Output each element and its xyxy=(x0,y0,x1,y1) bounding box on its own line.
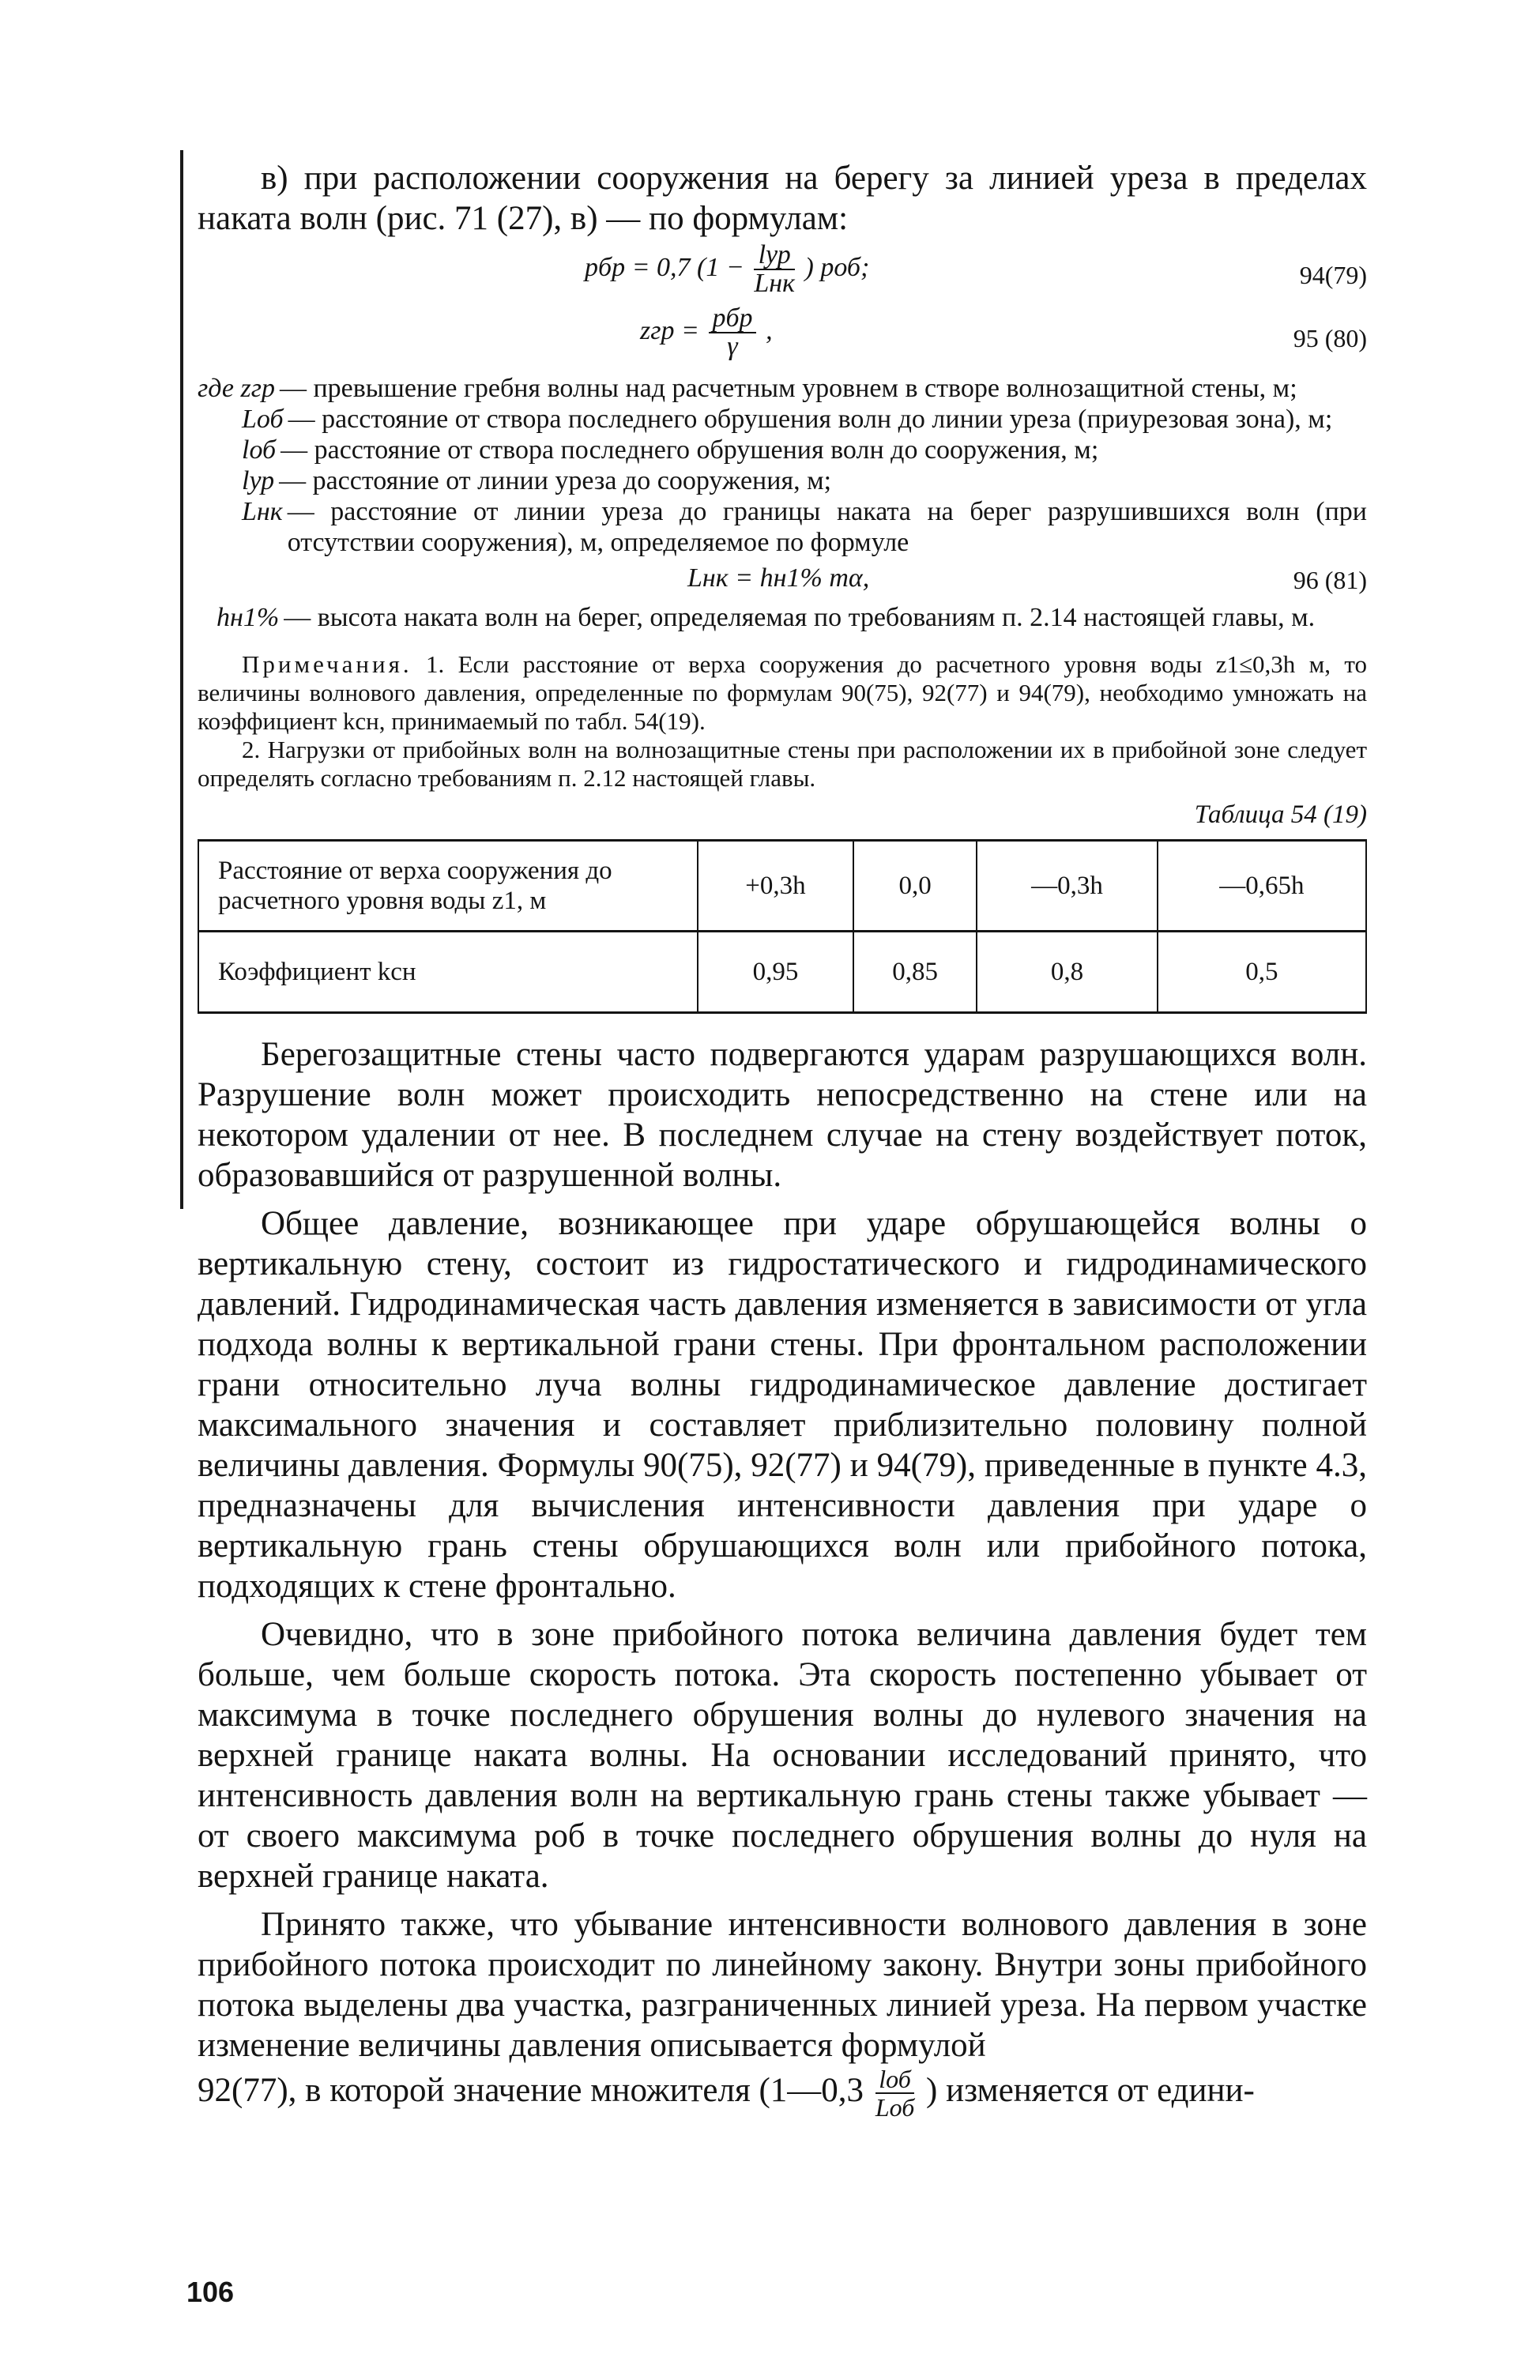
intro-paragraph: в) при расположении сооружения на берегу за линией уреза в пределах наката волн (рис. 71 (27), в) — по формулам: xyxy=(198,160,1367,237)
definition-item: lоб — расстояние от створа последнего обрушения волн до сооружения, м; xyxy=(242,435,1099,465)
table-cell: +0,3h xyxy=(698,841,853,932)
note-1: Примечания. 1. Если расстояние от верха сооружения до расчетного уровня воды z1≤0,3h м, то величины волнового давления, определенные по формулам 90(75), 92(77) и 94(79), необходимо умножать на коэффициент kсн, принимаемый по табл. 54(19). xyxy=(198,650,1368,735)
definition-item: Lоб — расстояние от створа последнего обрушения волн до линии уреза (приурезовая зона), м; xyxy=(242,405,1333,434)
body-paragraph: Очевидно, что в зоне прибойного потока величина давления будет тем больше, чем больше скорость потока. Эта скорость постепенно убывает от максимума в точке последнего обрушения волны до нулевого значения на верхней границе наката волны. На основании исследований принято, что интенсивность давления волн на вертикальную грань стены также убывает — от своего максимума pоб в точке последнего обрушения волны до нуля на верхней границе наката. xyxy=(198,1616,1367,1895)
body-text xyxy=(198,1034,1367,2121)
note-2: 2. Нагрузки от прибойных волн на волнозащитные стены при расположении их в прибойной зоне следует определять согласно требованиям п. 2.12 настоящей главы. xyxy=(198,736,1367,792)
formula-95 xyxy=(198,305,1367,368)
formula-96 xyxy=(198,558,1367,602)
definition-item: где zгр — превышение гребня волны над расчетным уровнем в створе волнозащитной стены, м; xyxy=(198,374,1297,403)
definition-item: hн1% — высота наката волн на берег, определяемая по требованиям п. 2.14 настоящей главы, м. xyxy=(217,603,1316,632)
table-cell: 0,85 xyxy=(853,932,977,1013)
definition-item: Lнк — расстояние от линии уреза до границы наката на берег разрушившихся волн (при отсутствии сооружения), м, определяемое по формуле xyxy=(242,497,1367,557)
fraction: $\frac{\text{lур}}{\text{Lнк}}$ xyxy=(754,240,795,298)
table-54 xyxy=(198,839,1367,1014)
table-cell: —0,3h xyxy=(977,841,1157,932)
table-row xyxy=(198,841,1366,932)
table-cell: —0,65h xyxy=(1158,841,1366,932)
formula-94-expr: pбр = 0,7 (1 − $\frac{\text{lур}}{\text{Lнк}}$ ) pоб; xyxy=(585,240,870,298)
table-row-header: Коэффициент kсн xyxy=(198,932,698,1013)
formula-94 xyxy=(198,242,1367,305)
notes-block xyxy=(198,650,1367,793)
formula-number: 95 (80) xyxy=(1293,324,1367,352)
body-last-line: 92(77), в которой значение множителя (1—0,3 $\frac{\text{lоб}}{\text{Lоб}}$ ) изменяется от едини- xyxy=(198,2065,1255,2122)
formula-96-expr: Lнк = hн1% mα, xyxy=(687,563,870,593)
body-paragraph: Принято также, что убывание интенсивности волнового давления в зоне прибойного потока происходит по линейному закону. Внутри зоны прибойного потока выделены два участка, разграниченных линией уреза. На первом участке изменение величины давления описывается формулой xyxy=(198,1906,1367,2064)
table-cell: 0,95 xyxy=(698,932,853,1013)
table-caption: Таблица 54 (19) xyxy=(1194,800,1367,829)
page-content xyxy=(198,158,1367,2121)
margin-rule xyxy=(180,150,183,1209)
notes-label: Примечания. xyxy=(242,650,412,678)
table-cell: 0,0 xyxy=(853,841,977,932)
table-row-header: Расстояние от верха сооружения до расчетного уровня воды z1, м xyxy=(198,841,698,932)
body-paragraph: Общее давление, возникающее при ударе обрушающейся волны о вертикальную стену, состоит из гидростатического и гидродинамического давлений. Гидродинамическая часть давления изменяется в зависимости от угла подхода волны к вертикальной грани стены. При фронтальном расположении грани относительно луча волны гидродинамическое давление достигает максимального значения и составляет приблизительно половину полной величины давления. Формулы 90(75), 92(77) и 94(79), приведенные в пункте 4.3, предназначены для вычисления интенсивности давления при ударе о вертикальную грань стены обрушающихся волн или прибойного потока, подходящих к стене фронтально. xyxy=(198,1205,1367,1605)
fraction: $\frac{\text{pбр}}{\gamma}$ xyxy=(709,305,755,360)
table-cell: 0,5 xyxy=(1158,932,1366,1013)
table-cell: 0,8 xyxy=(977,932,1157,1013)
definition-item: lур — расстояние от линии уреза до сооружения, м; xyxy=(242,466,832,495)
definitions-list xyxy=(198,373,1367,558)
definition-h xyxy=(198,602,1367,633)
page-number: 106 xyxy=(186,2276,235,2308)
formula-95-expr: zгр = $\frac{\text{pбр}}{\gamma}$ , xyxy=(640,303,773,361)
formula-number: 94(79) xyxy=(1299,261,1367,289)
fraction: $\frac{\text{lоб}}{\text{Lоб}}$ xyxy=(875,2065,915,2122)
body-paragraph: Берегозащитные стены часто подвергаются ударам разрушающихся волн. Разрушение волн может происходить непосредственно на стене или на некотором удалении от нее. В последнем случае на стену воздействует поток, образовавшийся от разрушенной волны. xyxy=(198,1036,1367,1194)
table-row xyxy=(198,932,1366,1013)
formula-number: 96 (81) xyxy=(1293,566,1367,594)
